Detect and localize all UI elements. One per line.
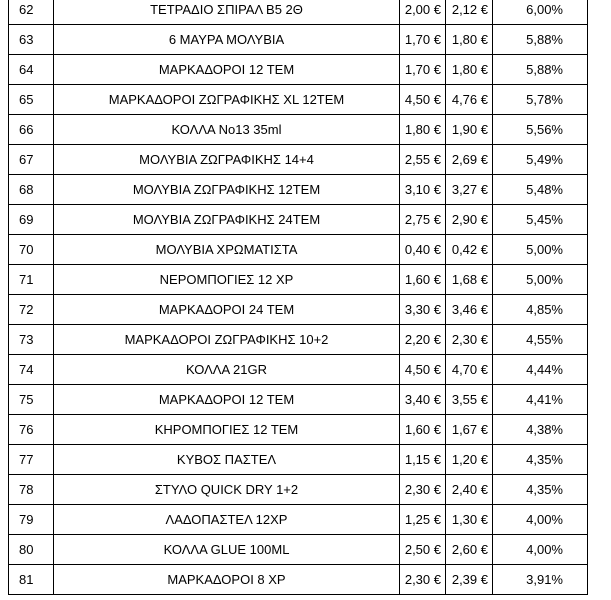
old-price: 1,60 € <box>400 415 446 445</box>
table-row <box>9 445 588 475</box>
row-number: 78 <box>9 475 54 505</box>
row-number: 69 <box>9 205 54 235</box>
table-row <box>9 235 588 265</box>
product-name: 6 ΜΑΥΡΑ ΜΟΛΥΒΙΑ <box>54 25 400 55</box>
new-price: 2,60 € <box>446 535 493 565</box>
row-number: 81 <box>9 565 54 595</box>
row-number: 68 <box>9 175 54 205</box>
product-name: ΜΑΡΚΑΔΟΡΟΙ 24 ΤΕΜ <box>54 295 400 325</box>
row-number: 72 <box>9 295 54 325</box>
product-name: ΤΕΤΡΑΔΙΟ ΣΠΙΡΑΛ Β5 2Θ <box>54 0 400 25</box>
old-price: 4,50 € <box>400 355 446 385</box>
percent-change: 5,00% <box>493 265 588 295</box>
percent-change: 5,88% <box>493 25 588 55</box>
product-name: ΜΑΡΚΑΔΟΡΟΙ ΖΩΓΡΑΦΙΚΗΣ 10+2 <box>54 325 400 355</box>
percent-change: 4,44% <box>493 355 588 385</box>
product-name: ΜΟΛΥΒΙΑ ΧΡΩΜΑΤΙΣΤΑ <box>54 235 400 265</box>
table-row <box>9 85 588 115</box>
row-number: 70 <box>9 235 54 265</box>
product-name: ΚΟΛΛΑ Νο13 35ml <box>54 115 400 145</box>
product-name: ΣΤΥΛΟ QUICK DRY 1+2 <box>54 475 400 505</box>
product-name: ΛΑΔΟΠΑΣΤΕΛ 12ΧΡ <box>54 505 400 535</box>
percent-change: 4,38% <box>493 415 588 445</box>
percent-change: 3,91% <box>493 565 588 595</box>
percent-change: 5,00% <box>493 235 588 265</box>
old-price: 2,30 € <box>400 475 446 505</box>
row-number: 65 <box>9 85 54 115</box>
product-name: ΜΑΡΚΑΔΟΡΟΙ 8 ΧΡ <box>54 565 400 595</box>
table-row <box>9 325 588 355</box>
row-number: 64 <box>9 55 54 85</box>
table-row <box>9 265 588 295</box>
table-row <box>9 25 588 55</box>
new-price: 2,90 € <box>446 205 493 235</box>
percent-change: 4,55% <box>493 325 588 355</box>
product-name: ΜΑΡΚΑΔΟΡΟΙ ΖΩΓΡΑΦΙΚΗΣ XL 12ΤΕΜ <box>54 85 400 115</box>
percent-change: 4,85% <box>493 295 588 325</box>
table-row <box>9 415 588 445</box>
table-row <box>9 115 588 145</box>
old-price: 4,50 € <box>400 85 446 115</box>
old-price: 3,10 € <box>400 175 446 205</box>
table-row <box>9 505 588 535</box>
row-number: 80 <box>9 535 54 565</box>
new-price: 1,68 € <box>446 265 493 295</box>
old-price: 1,70 € <box>400 25 446 55</box>
percent-change: 4,00% <box>493 535 588 565</box>
new-price: 3,55 € <box>446 385 493 415</box>
product-name: ΚΗΡΟΜΠΟΓΙΕΣ 12 ΤΕΜ <box>54 415 400 445</box>
table-row <box>9 565 588 595</box>
new-price: 1,67 € <box>446 415 493 445</box>
product-name: ΜΟΛΥΒΙΑ ΖΩΓΡΑΦΙΚΗΣ 12ΤΕΜ <box>54 175 400 205</box>
new-price: 4,76 € <box>446 85 493 115</box>
old-price: 3,30 € <box>400 295 446 325</box>
old-price: 1,70 € <box>400 55 446 85</box>
table-row <box>9 55 588 85</box>
price-table <box>8 0 588 595</box>
new-price: 1,90 € <box>446 115 493 145</box>
percent-change: 4,35% <box>493 475 588 505</box>
old-price: 2,50 € <box>400 535 446 565</box>
old-price: 0,40 € <box>400 235 446 265</box>
percent-change: 5,45% <box>493 205 588 235</box>
percent-change: 5,88% <box>493 55 588 85</box>
old-price: 2,75 € <box>400 205 446 235</box>
row-number: 75 <box>9 385 54 415</box>
product-name: ΝΕΡΟΜΠΟΓΙΕΣ 12 ΧΡ <box>54 265 400 295</box>
product-name: ΚΟΛΛΑ GLUE 100ML <box>54 535 400 565</box>
product-name: ΜΑΡΚΑΔΟΡΟΙ 12 ΤΕΜ <box>54 55 400 85</box>
table-row <box>9 385 588 415</box>
percent-change: 5,48% <box>493 175 588 205</box>
table-row <box>9 145 588 175</box>
percent-change: 5,49% <box>493 145 588 175</box>
row-number: 73 <box>9 325 54 355</box>
table-row <box>9 295 588 325</box>
old-price: 1,60 € <box>400 265 446 295</box>
row-number: 66 <box>9 115 54 145</box>
new-price: 2,40 € <box>446 475 493 505</box>
product-name: ΚΟΛΛΑ 21GR <box>54 355 400 385</box>
percent-change: 5,78% <box>493 85 588 115</box>
table-body <box>9 0 588 595</box>
row-number: 79 <box>9 505 54 535</box>
old-price: 1,80 € <box>400 115 446 145</box>
new-price: 1,20 € <box>446 445 493 475</box>
new-price: 3,46 € <box>446 295 493 325</box>
new-price: 1,30 € <box>446 505 493 535</box>
new-price: 2,69 € <box>446 145 493 175</box>
table-row <box>9 535 588 565</box>
old-price: 2,20 € <box>400 325 446 355</box>
product-name: ΜΟΛΥΒΙΑ ΖΩΓΡΑΦΙΚΗΣ 14+4 <box>54 145 400 175</box>
row-number: 67 <box>9 145 54 175</box>
old-price: 2,30 € <box>400 565 446 595</box>
new-price: 4,70 € <box>446 355 493 385</box>
product-name: ΚΥΒΟΣ ΠΑΣΤΕΛ <box>54 445 400 475</box>
percent-change: 4,00% <box>493 505 588 535</box>
new-price: 2,39 € <box>446 565 493 595</box>
new-price: 0,42 € <box>446 235 493 265</box>
new-price: 3,27 € <box>446 175 493 205</box>
row-number: 74 <box>9 355 54 385</box>
row-number: 62 <box>9 0 54 25</box>
new-price: 1,80 € <box>446 25 493 55</box>
row-number: 77 <box>9 445 54 475</box>
row-number: 76 <box>9 415 54 445</box>
old-price: 2,55 € <box>400 145 446 175</box>
old-price: 2,00 € <box>400 0 446 25</box>
row-number: 71 <box>9 265 54 295</box>
new-price: 2,12 € <box>446 0 493 25</box>
new-price: 2,30 € <box>446 325 493 355</box>
old-price: 1,15 € <box>400 445 446 475</box>
percent-change: 6,00% <box>493 0 588 25</box>
percent-change: 5,56% <box>493 115 588 145</box>
product-name: ΜΟΛΥΒΙΑ ΖΩΓΡΑΦΙΚΗΣ 24ΤΕΜ <box>54 205 400 235</box>
table-row <box>9 475 588 505</box>
percent-change: 4,41% <box>493 385 588 415</box>
table-row <box>9 205 588 235</box>
product-name: ΜΑΡΚΑΔΟΡΟΙ 12 ΤΕΜ <box>54 385 400 415</box>
old-price: 3,40 € <box>400 385 446 415</box>
new-price: 1,80 € <box>446 55 493 85</box>
row-number: 63 <box>9 25 54 55</box>
table-row <box>9 355 588 385</box>
percent-change: 4,35% <box>493 445 588 475</box>
table-row <box>9 175 588 205</box>
table-row <box>9 0 588 25</box>
old-price: 1,25 € <box>400 505 446 535</box>
